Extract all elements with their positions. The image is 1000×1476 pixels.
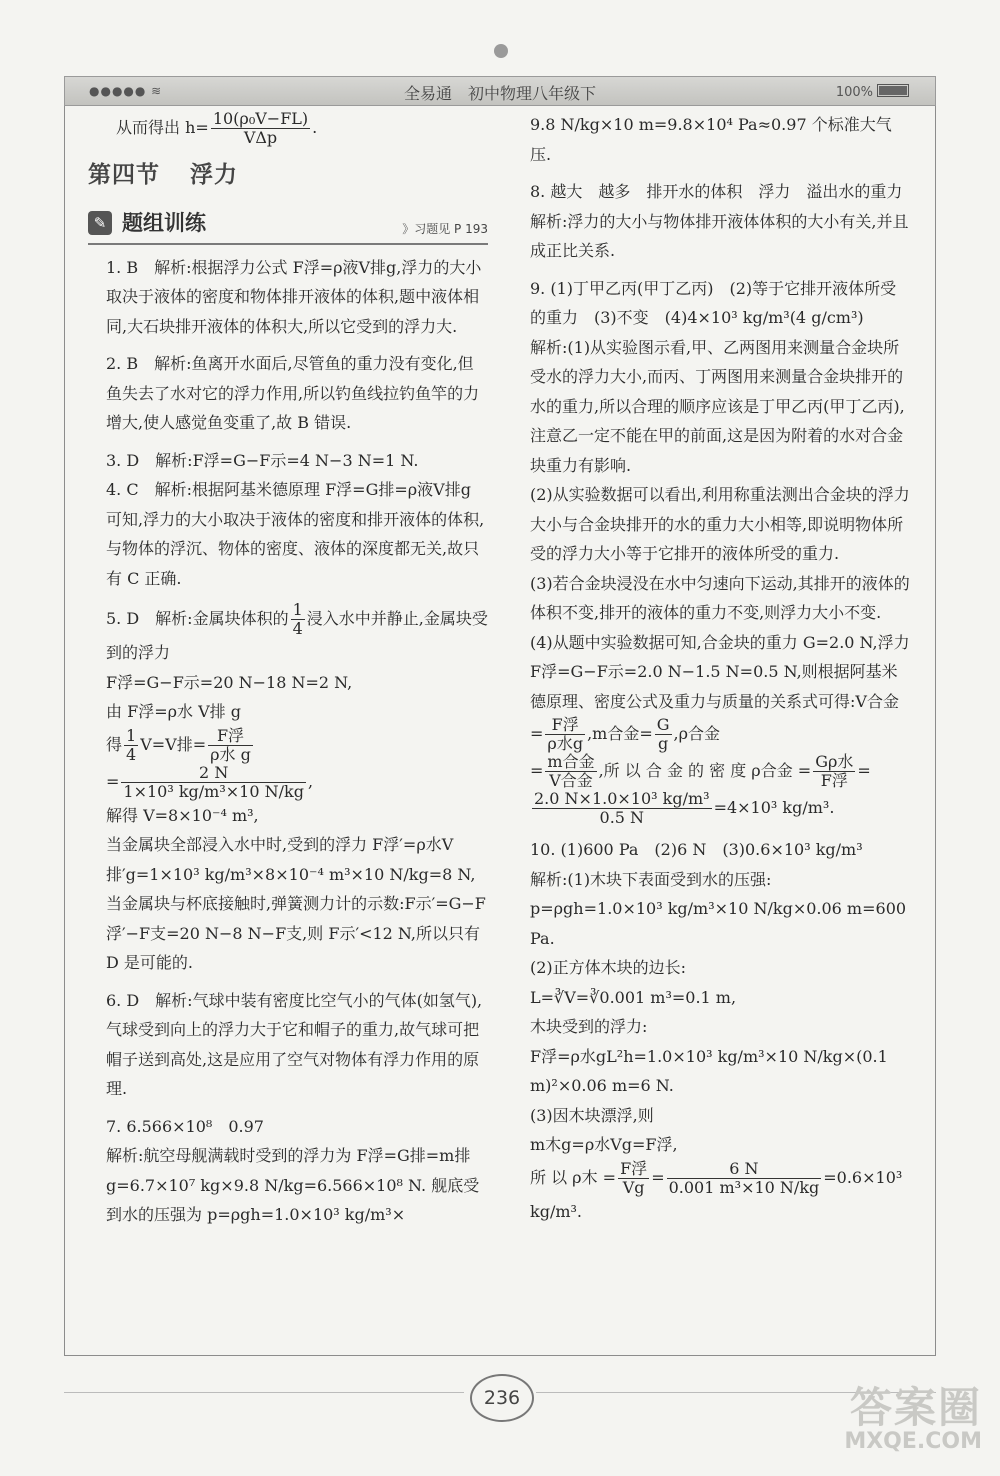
formula-line: 由 F浮=ρ水 V排 g bbox=[106, 702, 241, 721]
answer-9-part4: (4)从题中实验数据可知,合金块的重力 G=2.0 N,浮力 F浮=G−F示=2.0 N−1.5 N=0.5 N,则根据阿基米德原理、密度公式及重力与质量的关系式可得:V合金= $\frac{\text{F浮}}{\text{ρ水g}}$ ,m合金= $\frac{G}{g}$ ,ρ合金 bbox=[530, 632, 910, 753]
formula-line: 得 $\frac{1}{4}$ V=V排= $\frac{\text{F浮}}{\text{ρ水 g}}$ bbox=[106, 725, 251, 764]
fraction: $\frac{6 N}{\text{0.001 m³×10 N/kg}}$ bbox=[668, 1158, 820, 1197]
answer-10: 10. (1)600 Pa (2)6 N (3)0.6×10³ kg/m³ bbox=[530, 840, 863, 859]
pencil-icon: ✎ bbox=[88, 211, 112, 235]
formula-line: F浮=G−F示=20 N−18 N=2 N, bbox=[106, 672, 353, 692]
battery-indicator bbox=[836, 84, 909, 100]
fraction: $\frac{\text{F浮}}{\text{ρ水g}}$ bbox=[547, 715, 584, 753]
section-title: 第四节 浮力 bbox=[88, 162, 238, 188]
status-bar bbox=[64, 76, 936, 106]
formula-line: $\frac{\text{2.0 N×1.0×10³ kg/m³}}{0.5 N}$ =4×10³ kg/m³. bbox=[534, 789, 835, 827]
battery-icon bbox=[877, 84, 909, 97]
battery-percent: 100% bbox=[835, 85, 873, 100]
fraction: $\frac{1}{4}$ bbox=[292, 600, 303, 638]
fraction: $\frac{\text{10(ρ₀V−FL)}}{\text{VΔp}}$ bbox=[212, 109, 309, 147]
answer-5: 5. D 解析:金属块体积的 $\frac{1}{4}$ 浸入水中并静止,金属块受到的浮力 bbox=[106, 600, 488, 662]
answer-3: 3. D 解析:F浮=G−F示=4 N−3 N=1 N. bbox=[106, 450, 419, 470]
formula-line: = $\frac{\text{m合金}}{\text{V合金}}$ ,所 以 合 金 的 密 度 ρ合金 = $\frac{\text{Gρ水}}{\text{F浮}}$ = bbox=[530, 752, 871, 790]
fraction: $\frac{G}{g}$ bbox=[656, 715, 670, 753]
formula-line: m木g=ρ水Vg=F浮, bbox=[530, 1135, 678, 1154]
formula-line: 解析:(1)木块下表面受到水的压强: bbox=[530, 869, 772, 889]
fraction: $\frac{2 N}{\text{1×10³ kg/m³×10 N/kg}}$ bbox=[123, 762, 304, 801]
formula-line: 当金属块全部浸入水中时,受到的浮力 F浮′=ρ水V排′g=1×10³ kg/m³×8×10⁻⁴ m³×10 N/kg=8 N, bbox=[106, 835, 476, 884]
fraction: $\frac{1}{4}$ bbox=[126, 725, 137, 764]
answer-8-explanation: 解析:浮力的大小与物体排开液体体积的大小有关,并且成正比关系. bbox=[530, 211, 909, 260]
watermark-logo: 答案圈 MXQE.COM bbox=[844, 1383, 982, 1454]
fraction: $\frac{\text{F浮}}{Vg}$ bbox=[620, 1158, 648, 1197]
footer-rule-left bbox=[64, 1392, 464, 1393]
camera-dot bbox=[494, 44, 508, 58]
formula-line: F浮=ρ水gL²h=1.0×10³ kg/m³×10 N/kg×(0.1 m)²×0.06 m=6 N. bbox=[530, 1046, 888, 1095]
book-title: 全易通 初中物理八年级下 bbox=[403, 84, 596, 103]
answer-6: 6. D 解析:气球中装有密度比空气小的气体(如氢气),气球受到向上的浮力大于它和帽子的重力,故气球可把帽子送到高处,这是应用了空气对物体有浮力作用的原理. bbox=[106, 990, 483, 1098]
formula-line: (2)正方体木块的边长: bbox=[530, 958, 687, 977]
fraction: $\frac{\text{m合金}}{\text{V合金}}$ bbox=[547, 752, 595, 790]
left-column bbox=[88, 110, 488, 1230]
formula-line: 木块受到的浮力: bbox=[530, 1017, 648, 1036]
answer-9: 9. (1)丁甲乙丙(甲丁乙丙) (2)等于它排开液体所受的重力 (3)不变 (4)4×10³ kg/m³(4 g/cm³) bbox=[530, 278, 897, 327]
subheading: ✎ 题组训练 》习题见 P 193 bbox=[88, 209, 488, 245]
formula-line: 解得 V=8×10⁻⁴ m³, bbox=[106, 805, 259, 825]
answer-8: 8. 越大 越多 排开水的体积 浮力 溢出水的重力 bbox=[530, 182, 903, 201]
answer-9-part3: (3)若合金块浸没在水中匀速向下运动,其排开的液体的体积不变,排开的液体的重力不变,则浮力大小不变. bbox=[530, 573, 910, 622]
page-number: 236 bbox=[470, 1374, 534, 1422]
exercise-reference: 》习题见 P 193 bbox=[402, 221, 488, 236]
signal-icon: ●●●●● ≋ bbox=[89, 84, 163, 98]
formula-line: L=∛V=∛0.001 m³=0.1 m, bbox=[530, 987, 737, 1007]
formula-line: p=ρgh=1.0×10³ kg/m³×10 N/kg×0.06 m=600 Pa. bbox=[530, 899, 907, 948]
answer-7-continued: 9.8 N/kg×10 m=9.8×10⁴ Pa≈0.97 个标准大气压. bbox=[530, 115, 892, 164]
intro-formula: 从而得出 h= $\frac{\text{10(ρ₀V−FL)}}{\text{VΔp}}$ . bbox=[116, 109, 318, 147]
answer-9-part1: 解析:(1)从实验图示看,甲、乙两图用来测量合金块所受水的浮力大小,而丙、丁两图用来测量合金块排开的水的重力,所以合理的顺序应该是丁甲乙丙(甲丁乙丙),注意乙一定不能在甲的前面,这是因为附着的水对合金块重力有影响. bbox=[530, 337, 905, 475]
formula-line: = $\frac{2 N}{\text{1×10³ kg/m³×10 N/kg}}$ , bbox=[106, 762, 314, 801]
answer-7-explanation: 解析:航空母舰满载时受到的浮力为 F浮=G排=m排 g=6.7×10⁷ kg×9.8 N/kg=6.566×10⁸ N. 舰底受到水的压强为 p=ρgh=1.0×10³ kg/m³× bbox=[106, 1146, 480, 1224]
answer-1: 1. B 解析:根据浮力公式 F浮=ρ液V排g,浮力的大小取决于液体的密度和物体排开液体的体积,题中液体相同,大石块排开液体的体积大,所以它受到的浮力大. bbox=[106, 257, 482, 336]
fraction: $\frac{\text{Gρ水}}{\text{F浮}}$ bbox=[815, 752, 854, 790]
answer-4: 4. C 解析:根据阿基米德原理 F浮=G排=ρ液V排g 可知,浮力的大小取决于液体的密度和排开液体的体积,与物体的浮沉、物体的密度、液体的深度都无关,故只有 C 正确. bbox=[106, 480, 485, 588]
answer-2: 2. B 解析:鱼离开水面后,尽管鱼的重力没有变化,但鱼失去了水对它的浮力作用,所以钓鱼线拉钓鱼竿的力增大,使人感觉鱼变重了,故 B 错误. bbox=[106, 354, 480, 432]
right-column bbox=[512, 110, 912, 1226]
answer-7: 7. 6.566×10⁸ 0.97 bbox=[106, 1116, 264, 1136]
formula-line: (3)因木块漂浮,则 bbox=[530, 1105, 654, 1125]
fraction: $\frac{\text{2.0 N×1.0×10³ kg/m³}}{0.5 N}$ bbox=[534, 789, 710, 827]
formula-line: 当金属块与杯底接触时,弹簧测力计的示数:F示′=G−F浮′−F支=20 N−8 N−F支,则 F示′<12 N,所以只有 D 是可能的. bbox=[106, 894, 486, 972]
fraction: $\frac{\text{F浮}}{\text{ρ水 g}}$ bbox=[210, 725, 251, 764]
formula-line: 所 以 ρ木 = $\frac{\text{F浮}}{Vg}$ = $\frac{6 N}{\text{0.001 m³×10 N/kg}}$ =0.6×10³ kg/m³. bbox=[530, 1158, 903, 1221]
answer-9-part2: (2)从实验数据可以看出,利用称重法测出合金块的浮力大小与合金块排开的水的重力大小相等,即说明物体所受的浮力大小等于它排开的液体所受的重力. bbox=[530, 485, 910, 563]
